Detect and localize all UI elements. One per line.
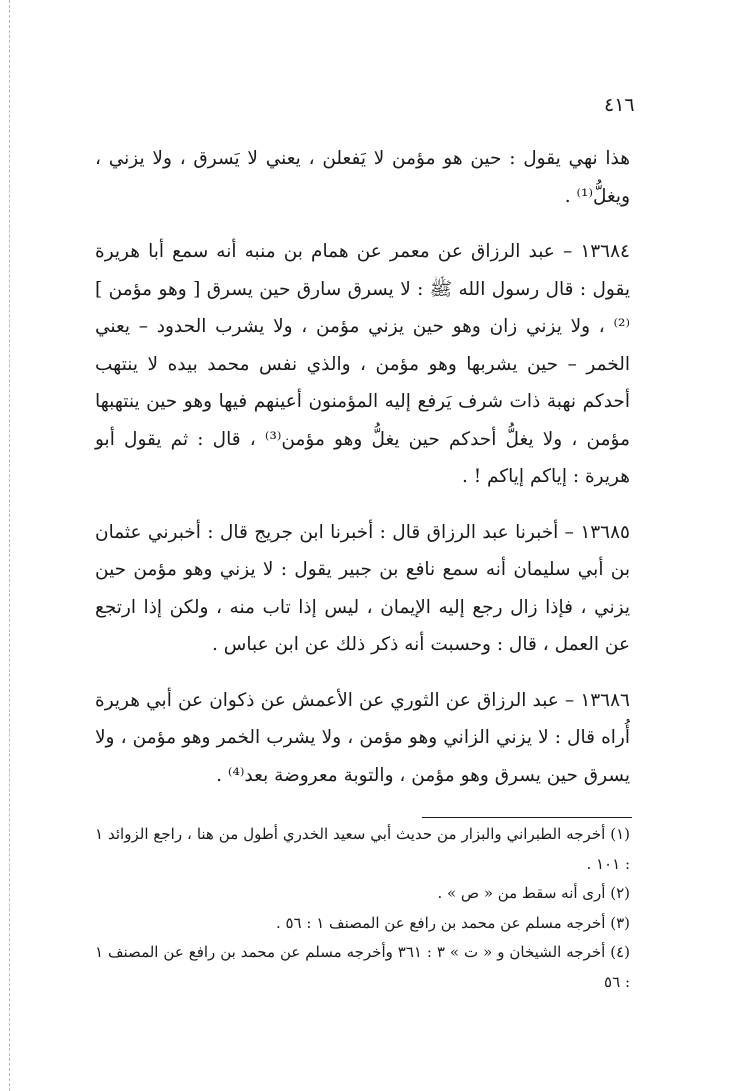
- footnote-3: (٣) أخرجه مسلم عن محمد بن رافع عن المصنف ١ : ٥٦ .: [275, 913, 630, 932]
- page-number: ٤١٦: [604, 94, 635, 116]
- footnote-1: (١) أخرجه الطبراني والبزار من حديث أبي سعيد الخدري أطول من هنا ، راجع الزوائد ١ : ١٠١ .: [95, 825, 630, 873]
- footnote-2: (٢) أرى أنه سقط من « ص » .: [437, 884, 630, 902]
- footnote-4: (٤) أخرجه الشيخان و « ت » ٣ : ٣٦١ وأخرجه مسلم عن محمد بن رافع عن المصنف ١ : ٥٦: [95, 943, 630, 991]
- paragraph-intro: هذا نهي يقول : حين هو مؤمن لا يَفعلن ، يعني لا يَسرق ، ولا يزني ، ويغلُّ⁽¹⁾ .: [95, 148, 630, 207]
- footnotes: [95, 820, 630, 997]
- page-edge-line: [9, 0, 10, 1091]
- paragraph-hadith-13685: ١٣٦٨٥ – أخبرنا عبد الرزاق قال : أخبرنا ابن جريج قال : أخبرني عثمان بن أبي سليمان أنه سمع نافع بن جبير يقول : لا يزني وهو مؤمن حين يزني ، فإذا زال رجع إليه الإيمان ، ليس إذا تاب منه ، ولكن إذا ارتجع عن العمل ، قال : وحسبت أنه ذكر ذلك عن ابن عباس .: [95, 521, 630, 655]
- paragraph-hadith-13684: ١٣٦٨٤ – عبد الرزاق عن معمر عن همام بن منبه أنه سمع أبا هريرة يقول : قال رسول الله ﷺ : لا يسرق سارق حين يسرق [ وهو مؤمن ]⁽²⁾ ، ولا يزني زان وهو حين يزني مؤمن ، ولا يشرب الحدود – يعني الخمر – حين يشربها وهو مؤمن ، والذي نفس محمد بيده لا ينتهب أحدكم نهبة ذات شرف يَرفع إليه المؤمنون أعينهم فيها وهو حين ينتهبها مؤمن ، ولا يغلُّ أحدكم حين يغلُّ وهو مؤمن⁽³⁾ ، قال : ثم يقول أبو هريرة : إياكم إياكم ! .: [95, 241, 630, 487]
- paragraph-hadith-13686: ١٣٦٨٦ – عبد الرزاق عن الثوري عن الأعمش عن ذكوان عن أبي هريرة أُراه قال : لا يزني الزاني وهو مؤمن ، ولا يشرب الخمر وهو مؤمن ، ولا يسرق حين يسرق وهو مؤمن ، والتوبة معروضة بعد⁽⁴⁾ .: [95, 689, 630, 786]
- main-text: [95, 140, 630, 794]
- footnote-separator: [422, 817, 632, 818]
